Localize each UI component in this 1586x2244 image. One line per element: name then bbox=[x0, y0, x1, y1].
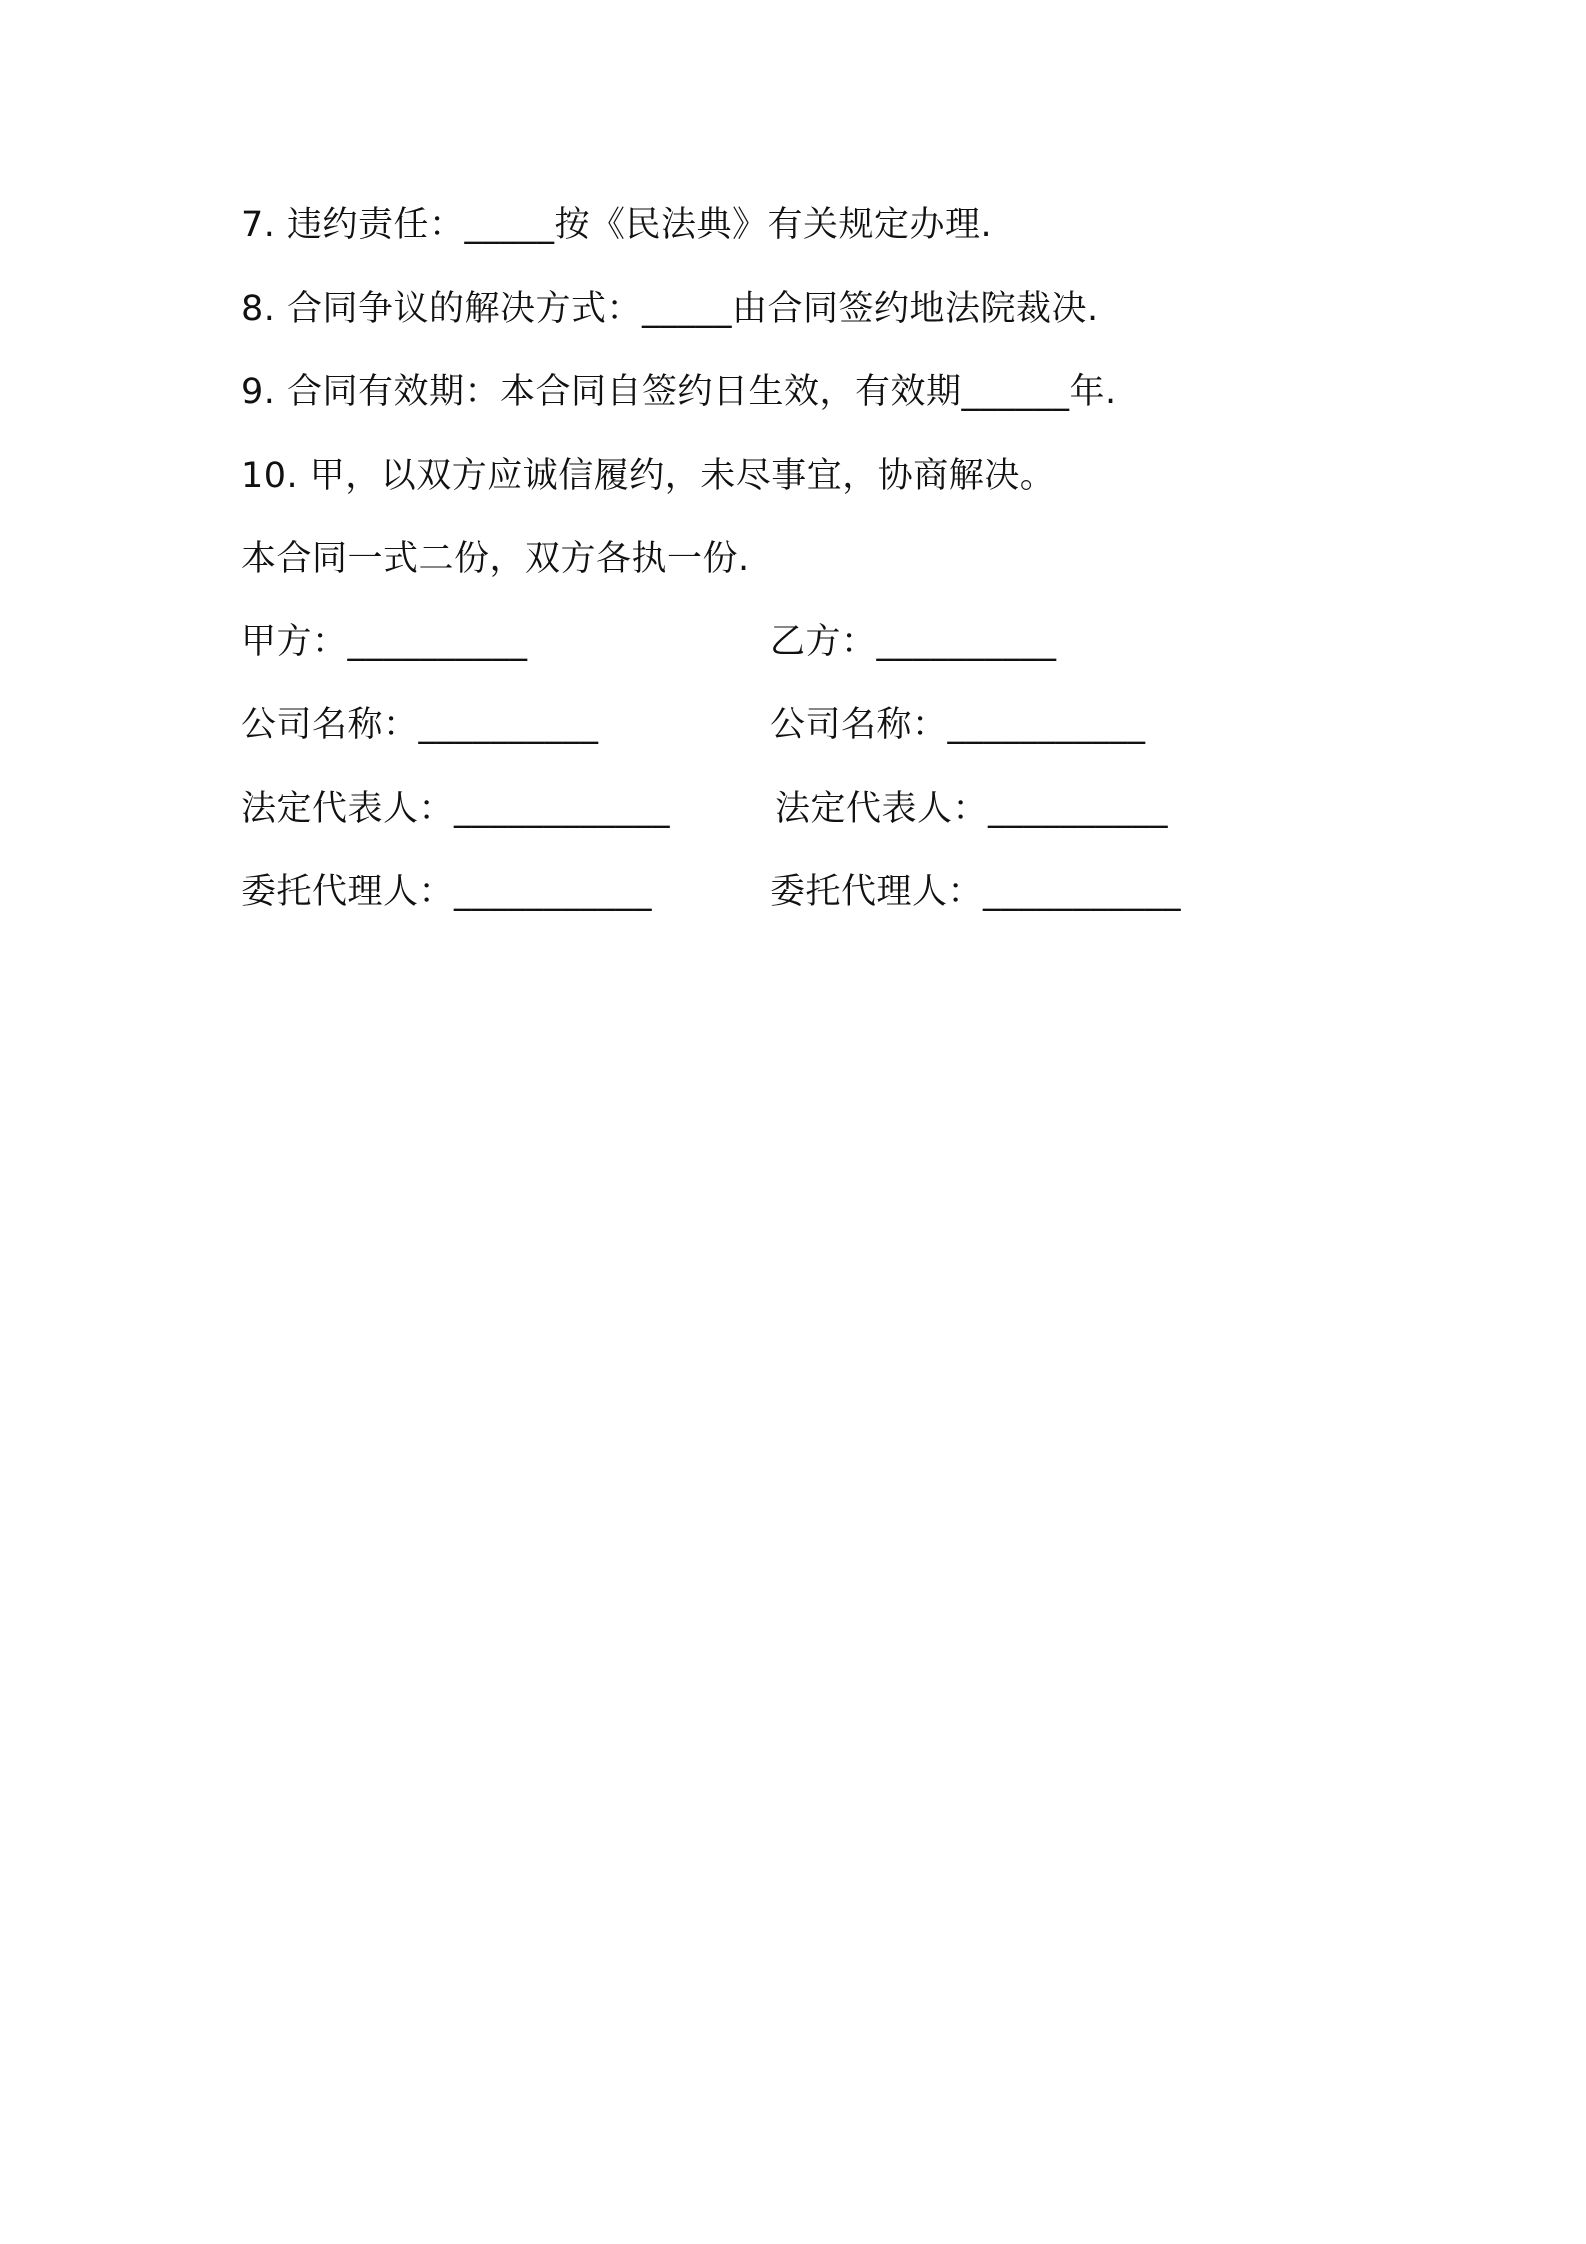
legal-representative-a-line: 法定代表人：____________ bbox=[241, 789, 671, 829]
clause-8-dispute-resolution: 8. 合同争议的解决方式：_____由合同签约地法院裁决. bbox=[241, 289, 1099, 329]
company-name-a-line: 公司名称：__________ bbox=[241, 705, 599, 745]
party-b-signature-line: 乙方：__________ bbox=[770, 622, 1057, 662]
party-a-signature-line: 甲方：__________ bbox=[241, 622, 528, 662]
clause-10-good-faith: 10. 甲，以双方应诚信履约，未尽事宜，协商解决。 bbox=[241, 456, 1056, 496]
authorized-agent-b-line: 委托代理人：___________ bbox=[770, 872, 1182, 912]
company-name-b-line: 公司名称：___________ bbox=[770, 705, 1146, 745]
clause-7-breach-liability: 7. 违约责任：_____按《民法典》有关规定办理. bbox=[241, 205, 993, 245]
legal-representative-b-line: 法定代表人：__________ bbox=[775, 789, 1169, 829]
authorized-agent-a-line: 委托代理人：___________ bbox=[241, 872, 653, 912]
clause-9-validity-period: 9. 合同有效期：本合同自签约日生效，有效期______年. bbox=[241, 372, 1117, 412]
copies-note: 本合同一式二份，双方各执一份. bbox=[241, 539, 750, 579]
